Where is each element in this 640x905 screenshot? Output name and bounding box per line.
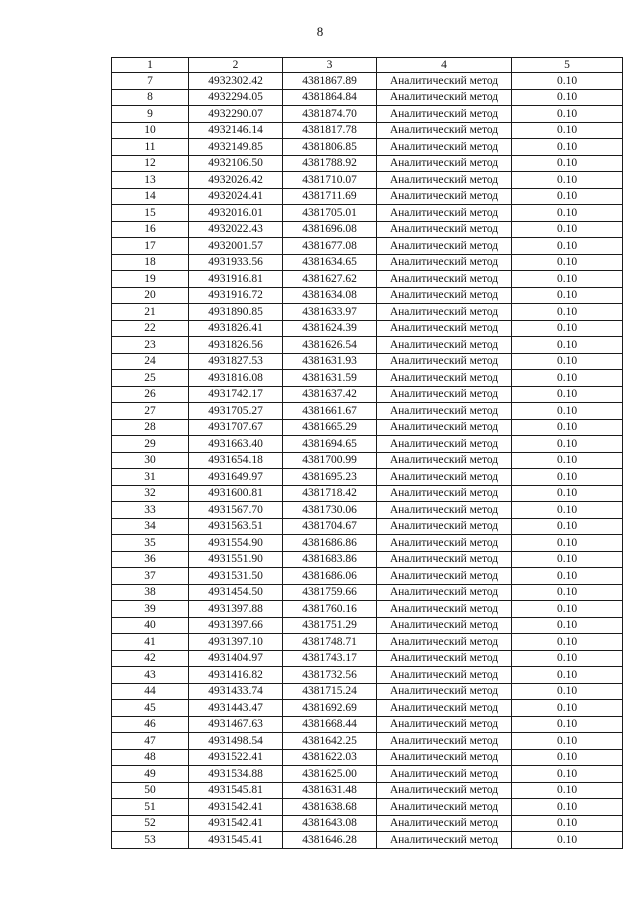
table-row <box>112 716 623 733</box>
table-row <box>112 749 623 766</box>
point-number-cell: 34 <box>112 518 189 535</box>
x-coordinate-cell: 4932024.41 <box>189 188 283 205</box>
x-coordinate-cell: 4932022.43 <box>189 221 283 238</box>
y-coordinate-cell: 4381696.08 <box>283 221 377 238</box>
method-cell: Аналитический метод <box>377 650 512 667</box>
table-row <box>112 469 623 486</box>
point-number-cell: 49 <box>112 766 189 783</box>
table-row <box>112 436 623 453</box>
point-number-cell: 47 <box>112 733 189 750</box>
table-row <box>112 551 623 568</box>
y-coordinate-cell: 4381705.01 <box>283 205 377 222</box>
y-coordinate-cell: 4381643.08 <box>283 815 377 832</box>
table-row <box>112 832 623 849</box>
x-coordinate-cell: 4931742.17 <box>189 386 283 403</box>
y-coordinate-cell: 4381637.42 <box>283 386 377 403</box>
y-coordinate-cell: 4381874.70 <box>283 106 377 123</box>
x-coordinate-cell: 4931654.18 <box>189 452 283 469</box>
table-row <box>112 650 623 667</box>
accuracy-cell: 0.10 <box>512 320 623 337</box>
x-coordinate-cell: 4931545.81 <box>189 782 283 799</box>
table-row <box>112 271 623 288</box>
x-coordinate-cell: 4931542.41 <box>189 815 283 832</box>
point-number-cell: 11 <box>112 139 189 156</box>
point-number-cell: 39 <box>112 601 189 618</box>
point-number-cell: 42 <box>112 650 189 667</box>
table-row <box>112 386 623 403</box>
point-number-cell: 18 <box>112 254 189 271</box>
table-row <box>112 320 623 337</box>
x-coordinate-cell: 4931705.27 <box>189 403 283 420</box>
y-coordinate-cell: 4381732.56 <box>283 667 377 684</box>
table-row <box>112 634 623 651</box>
accuracy-cell: 0.10 <box>512 155 623 172</box>
method-cell: Аналитический метод <box>377 667 512 684</box>
method-cell: Аналитический метод <box>377 485 512 502</box>
accuracy-cell: 0.10 <box>512 766 623 783</box>
x-coordinate-cell: 4931649.97 <box>189 469 283 486</box>
accuracy-cell: 0.10 <box>512 304 623 321</box>
table-row <box>112 485 623 502</box>
method-cell: Аналитический метод <box>377 832 512 849</box>
y-coordinate-cell: 4381668.44 <box>283 716 377 733</box>
point-number-cell: 52 <box>112 815 189 832</box>
y-coordinate-cell: 4381677.08 <box>283 238 377 255</box>
accuracy-cell: 0.10 <box>512 667 623 684</box>
table-row <box>112 304 623 321</box>
point-number-cell: 44 <box>112 683 189 700</box>
y-coordinate-cell: 4381704.67 <box>283 518 377 535</box>
method-cell: Аналитический метод <box>377 733 512 750</box>
y-coordinate-cell: 4381806.85 <box>283 139 377 156</box>
accuracy-cell: 0.10 <box>512 832 623 849</box>
point-number-cell: 48 <box>112 749 189 766</box>
x-coordinate-cell: 4932294.05 <box>189 89 283 106</box>
method-cell: Аналитический метод <box>377 634 512 651</box>
table-row <box>112 188 623 205</box>
x-coordinate-cell: 4931433.74 <box>189 683 283 700</box>
accuracy-cell: 0.10 <box>512 370 623 387</box>
point-number-cell: 26 <box>112 386 189 403</box>
accuracy-cell: 0.10 <box>512 89 623 106</box>
table-row <box>112 700 623 717</box>
table-row <box>112 601 623 618</box>
table-row <box>112 419 623 436</box>
table-row <box>112 584 623 601</box>
x-coordinate-cell: 4931554.90 <box>189 535 283 552</box>
y-coordinate-cell: 4381817.78 <box>283 122 377 139</box>
coordinates-table <box>111 57 623 849</box>
x-coordinate-cell: 4931397.10 <box>189 634 283 651</box>
y-coordinate-cell: 4381711.69 <box>283 188 377 205</box>
x-coordinate-cell: 4931890.85 <box>189 304 283 321</box>
point-number-cell: 33 <box>112 502 189 519</box>
point-number-cell: 27 <box>112 403 189 420</box>
method-cell: Аналитический метод <box>377 89 512 106</box>
method-cell: Аналитический метод <box>377 683 512 700</box>
method-cell: Аналитический метод <box>377 271 512 288</box>
method-cell: Аналитический метод <box>377 172 512 189</box>
method-cell: Аналитический метод <box>377 188 512 205</box>
y-coordinate-cell: 4381759.66 <box>283 584 377 601</box>
accuracy-cell: 0.10 <box>512 815 623 832</box>
y-coordinate-cell: 4381634.65 <box>283 254 377 271</box>
y-coordinate-cell: 4381683.86 <box>283 551 377 568</box>
table-row <box>112 337 623 354</box>
x-coordinate-cell: 4931707.67 <box>189 419 283 436</box>
accuracy-cell: 0.10 <box>512 749 623 766</box>
column-header: 4 <box>377 58 512 73</box>
table-row <box>112 155 623 172</box>
point-number-cell: 22 <box>112 320 189 337</box>
column-header: 1 <box>112 58 189 73</box>
y-coordinate-cell: 4381622.03 <box>283 749 377 766</box>
accuracy-cell: 0.10 <box>512 436 623 453</box>
accuracy-cell: 0.10 <box>512 502 623 519</box>
table-row <box>112 535 623 552</box>
accuracy-cell: 0.10 <box>512 238 623 255</box>
method-cell: Аналитический метод <box>377 766 512 783</box>
point-number-cell: 12 <box>112 155 189 172</box>
table-row <box>112 73 623 90</box>
y-coordinate-cell: 4381624.39 <box>283 320 377 337</box>
y-coordinate-cell: 4381743.17 <box>283 650 377 667</box>
accuracy-cell: 0.10 <box>512 452 623 469</box>
accuracy-cell: 0.10 <box>512 337 623 354</box>
table-row <box>112 238 623 255</box>
method-cell: Аналитический метод <box>377 155 512 172</box>
x-coordinate-cell: 4931827.53 <box>189 353 283 370</box>
table-row <box>112 287 623 304</box>
point-number-cell: 17 <box>112 238 189 255</box>
point-number-cell: 53 <box>112 832 189 849</box>
method-cell: Аналитический метод <box>377 617 512 634</box>
accuracy-cell: 0.10 <box>512 139 623 156</box>
method-cell: Аналитический метод <box>377 122 512 139</box>
point-number-cell: 20 <box>112 287 189 304</box>
method-cell: Аналитический метод <box>377 221 512 238</box>
x-coordinate-cell: 4931404.97 <box>189 650 283 667</box>
x-coordinate-cell: 4931443.47 <box>189 700 283 717</box>
table-row <box>112 403 623 420</box>
table-row <box>112 617 623 634</box>
method-cell: Аналитический метод <box>377 584 512 601</box>
y-coordinate-cell: 4381760.16 <box>283 601 377 618</box>
method-cell: Аналитический метод <box>377 782 512 799</box>
point-number-cell: 25 <box>112 370 189 387</box>
method-cell: Аналитический метод <box>377 287 512 304</box>
method-cell: Аналитический метод <box>377 403 512 420</box>
y-coordinate-cell: 4381751.29 <box>283 617 377 634</box>
table-row <box>112 815 623 832</box>
x-coordinate-cell: 4931600.81 <box>189 485 283 502</box>
point-number-cell: 7 <box>112 73 189 90</box>
y-coordinate-cell: 4381631.59 <box>283 370 377 387</box>
accuracy-cell: 0.10 <box>512 782 623 799</box>
accuracy-cell: 0.10 <box>512 799 623 816</box>
table-row <box>112 502 623 519</box>
point-number-cell: 40 <box>112 617 189 634</box>
y-coordinate-cell: 4381686.86 <box>283 535 377 552</box>
x-coordinate-cell: 4932026.42 <box>189 172 283 189</box>
accuracy-cell: 0.10 <box>512 205 623 222</box>
accuracy-cell: 0.10 <box>512 716 623 733</box>
point-number-cell: 21 <box>112 304 189 321</box>
y-coordinate-cell: 4381694.65 <box>283 436 377 453</box>
table-row <box>112 106 623 123</box>
method-cell: Аналитический метод <box>377 436 512 453</box>
method-cell: Аналитический метод <box>377 799 512 816</box>
method-cell: Аналитический метод <box>377 73 512 90</box>
method-cell: Аналитический метод <box>377 337 512 354</box>
method-cell: Аналитический метод <box>377 452 512 469</box>
accuracy-cell: 0.10 <box>512 535 623 552</box>
x-coordinate-cell: 4932302.42 <box>189 73 283 90</box>
point-number-cell: 30 <box>112 452 189 469</box>
accuracy-cell: 0.10 <box>512 386 623 403</box>
y-coordinate-cell: 4381625.00 <box>283 766 377 783</box>
accuracy-cell: 0.10 <box>512 172 623 189</box>
x-coordinate-cell: 4931545.41 <box>189 832 283 849</box>
accuracy-cell: 0.10 <box>512 617 623 634</box>
point-number-cell: 16 <box>112 221 189 238</box>
point-number-cell: 29 <box>112 436 189 453</box>
table-row <box>112 205 623 222</box>
y-coordinate-cell: 4381864.84 <box>283 89 377 106</box>
table-row <box>112 353 623 370</box>
x-coordinate-cell: 4931397.88 <box>189 601 283 618</box>
point-number-cell: 36 <box>112 551 189 568</box>
table-row <box>112 683 623 700</box>
y-coordinate-cell: 4381700.99 <box>283 452 377 469</box>
y-coordinate-cell: 4381638.68 <box>283 799 377 816</box>
accuracy-cell: 0.10 <box>512 568 623 585</box>
method-cell: Аналитический метод <box>377 716 512 733</box>
table-row <box>112 518 623 535</box>
y-coordinate-cell: 4381665.29 <box>283 419 377 436</box>
x-coordinate-cell: 4931397.66 <box>189 617 283 634</box>
table-row <box>112 122 623 139</box>
x-coordinate-cell: 4931534.88 <box>189 766 283 783</box>
table-row <box>112 667 623 684</box>
accuracy-cell: 0.10 <box>512 601 623 618</box>
y-coordinate-cell: 4381642.25 <box>283 733 377 750</box>
table-row <box>112 766 623 783</box>
accuracy-cell: 0.10 <box>512 733 623 750</box>
accuracy-cell: 0.10 <box>512 353 623 370</box>
point-number-cell: 8 <box>112 89 189 106</box>
accuracy-cell: 0.10 <box>512 188 623 205</box>
accuracy-cell: 0.10 <box>512 634 623 651</box>
point-number-cell: 28 <box>112 419 189 436</box>
method-cell: Аналитический метод <box>377 749 512 766</box>
method-cell: Аналитический метод <box>377 601 512 618</box>
point-number-cell: 31 <box>112 469 189 486</box>
x-coordinate-cell: 4931416.82 <box>189 667 283 684</box>
accuracy-cell: 0.10 <box>512 584 623 601</box>
point-number-cell: 13 <box>112 172 189 189</box>
table-row <box>112 89 623 106</box>
x-coordinate-cell: 4932106.50 <box>189 155 283 172</box>
method-cell: Аналитический метод <box>377 551 512 568</box>
accuracy-cell: 0.10 <box>512 254 623 271</box>
y-coordinate-cell: 4381627.62 <box>283 271 377 288</box>
x-coordinate-cell: 4931542.41 <box>189 799 283 816</box>
accuracy-cell: 0.10 <box>512 73 623 90</box>
y-coordinate-cell: 4381626.54 <box>283 337 377 354</box>
x-coordinate-cell: 4931916.81 <box>189 271 283 288</box>
x-coordinate-cell: 4931467.63 <box>189 716 283 733</box>
y-coordinate-cell: 4381718.42 <box>283 485 377 502</box>
point-number-cell: 46 <box>112 716 189 733</box>
method-cell: Аналитический метод <box>377 700 512 717</box>
y-coordinate-cell: 4381788.92 <box>283 155 377 172</box>
accuracy-cell: 0.10 <box>512 469 623 486</box>
table-row <box>112 254 623 271</box>
y-coordinate-cell: 4381715.24 <box>283 683 377 700</box>
accuracy-cell: 0.10 <box>512 403 623 420</box>
point-number-cell: 32 <box>112 485 189 502</box>
y-coordinate-cell: 4381748.71 <box>283 634 377 651</box>
x-coordinate-cell: 4931531.50 <box>189 568 283 585</box>
method-cell: Аналитический метод <box>377 568 512 585</box>
page-number: 8 <box>316 24 324 39</box>
point-number-cell: 41 <box>112 634 189 651</box>
method-cell: Аналитический метод <box>377 518 512 535</box>
x-coordinate-cell: 4931551.90 <box>189 551 283 568</box>
accuracy-cell: 0.10 <box>512 683 623 700</box>
column-header: 2 <box>189 58 283 73</box>
method-cell: Аналитический метод <box>377 106 512 123</box>
accuracy-cell: 0.10 <box>512 287 623 304</box>
y-coordinate-cell: 4381710.07 <box>283 172 377 189</box>
method-cell: Аналитический метод <box>377 419 512 436</box>
table-row <box>112 139 623 156</box>
point-number-cell: 9 <box>112 106 189 123</box>
accuracy-cell: 0.10 <box>512 551 623 568</box>
x-coordinate-cell: 4931563.51 <box>189 518 283 535</box>
y-coordinate-cell: 4381695.23 <box>283 469 377 486</box>
table-header-row <box>112 58 623 73</box>
method-cell: Аналитический метод <box>377 469 512 486</box>
table-row <box>112 172 623 189</box>
method-cell: Аналитический метод <box>377 139 512 156</box>
method-cell: Аналитический метод <box>377 320 512 337</box>
y-coordinate-cell: 4381633.97 <box>283 304 377 321</box>
accuracy-cell: 0.10 <box>512 122 623 139</box>
x-coordinate-cell: 4931826.41 <box>189 320 283 337</box>
point-number-cell: 24 <box>112 353 189 370</box>
method-cell: Аналитический метод <box>377 304 512 321</box>
table-row <box>112 733 623 750</box>
table-row <box>112 782 623 799</box>
x-coordinate-cell: 4931663.40 <box>189 436 283 453</box>
y-coordinate-cell: 4381692.69 <box>283 700 377 717</box>
point-number-cell: 15 <box>112 205 189 222</box>
x-coordinate-cell: 4932146.14 <box>189 122 283 139</box>
point-number-cell: 19 <box>112 271 189 288</box>
x-coordinate-cell: 4931454.50 <box>189 584 283 601</box>
y-coordinate-cell: 4381634.08 <box>283 287 377 304</box>
x-coordinate-cell: 4932290.07 <box>189 106 283 123</box>
point-number-cell: 35 <box>112 535 189 552</box>
table-row <box>112 221 623 238</box>
method-cell: Аналитический метод <box>377 815 512 832</box>
point-number-cell: 45 <box>112 700 189 717</box>
y-coordinate-cell: 4381646.28 <box>283 832 377 849</box>
x-coordinate-cell: 4931933.56 <box>189 254 283 271</box>
y-coordinate-cell: 4381631.48 <box>283 782 377 799</box>
method-cell: Аналитический метод <box>377 205 512 222</box>
x-coordinate-cell: 4931816.08 <box>189 370 283 387</box>
table-body <box>112 73 623 849</box>
accuracy-cell: 0.10 <box>512 106 623 123</box>
point-number-cell: 43 <box>112 667 189 684</box>
point-number-cell: 23 <box>112 337 189 354</box>
table-row <box>112 452 623 469</box>
y-coordinate-cell: 4381661.67 <box>283 403 377 420</box>
accuracy-cell: 0.10 <box>512 650 623 667</box>
point-number-cell: 51 <box>112 799 189 816</box>
x-coordinate-cell: 4931826.56 <box>189 337 283 354</box>
method-cell: Аналитический метод <box>377 502 512 519</box>
point-number-cell: 14 <box>112 188 189 205</box>
method-cell: Аналитический метод <box>377 386 512 403</box>
x-coordinate-cell: 4931567.70 <box>189 502 283 519</box>
table-row <box>112 799 623 816</box>
table-row <box>112 568 623 585</box>
x-coordinate-cell: 4932016.01 <box>189 205 283 222</box>
x-coordinate-cell: 4931522.41 <box>189 749 283 766</box>
point-number-cell: 10 <box>112 122 189 139</box>
method-cell: Аналитический метод <box>377 353 512 370</box>
method-cell: Аналитический метод <box>377 254 512 271</box>
y-coordinate-cell: 4381867.89 <box>283 73 377 90</box>
column-header: 3 <box>283 58 377 73</box>
table-row <box>112 370 623 387</box>
y-coordinate-cell: 4381730.06 <box>283 502 377 519</box>
x-coordinate-cell: 4932149.85 <box>189 139 283 156</box>
accuracy-cell: 0.10 <box>512 700 623 717</box>
accuracy-cell: 0.10 <box>512 485 623 502</box>
x-coordinate-cell: 4932001.57 <box>189 238 283 255</box>
x-coordinate-cell: 4931498.54 <box>189 733 283 750</box>
point-number-cell: 50 <box>112 782 189 799</box>
y-coordinate-cell: 4381631.93 <box>283 353 377 370</box>
accuracy-cell: 0.10 <box>512 518 623 535</box>
y-coordinate-cell: 4381686.06 <box>283 568 377 585</box>
accuracy-cell: 0.10 <box>512 221 623 238</box>
method-cell: Аналитический метод <box>377 535 512 552</box>
accuracy-cell: 0.10 <box>512 419 623 436</box>
x-coordinate-cell: 4931916.72 <box>189 287 283 304</box>
point-number-cell: 38 <box>112 584 189 601</box>
method-cell: Аналитический метод <box>377 238 512 255</box>
method-cell: Аналитический метод <box>377 370 512 387</box>
point-number-cell: 37 <box>112 568 189 585</box>
accuracy-cell: 0.10 <box>512 271 623 288</box>
column-header: 5 <box>512 58 623 73</box>
